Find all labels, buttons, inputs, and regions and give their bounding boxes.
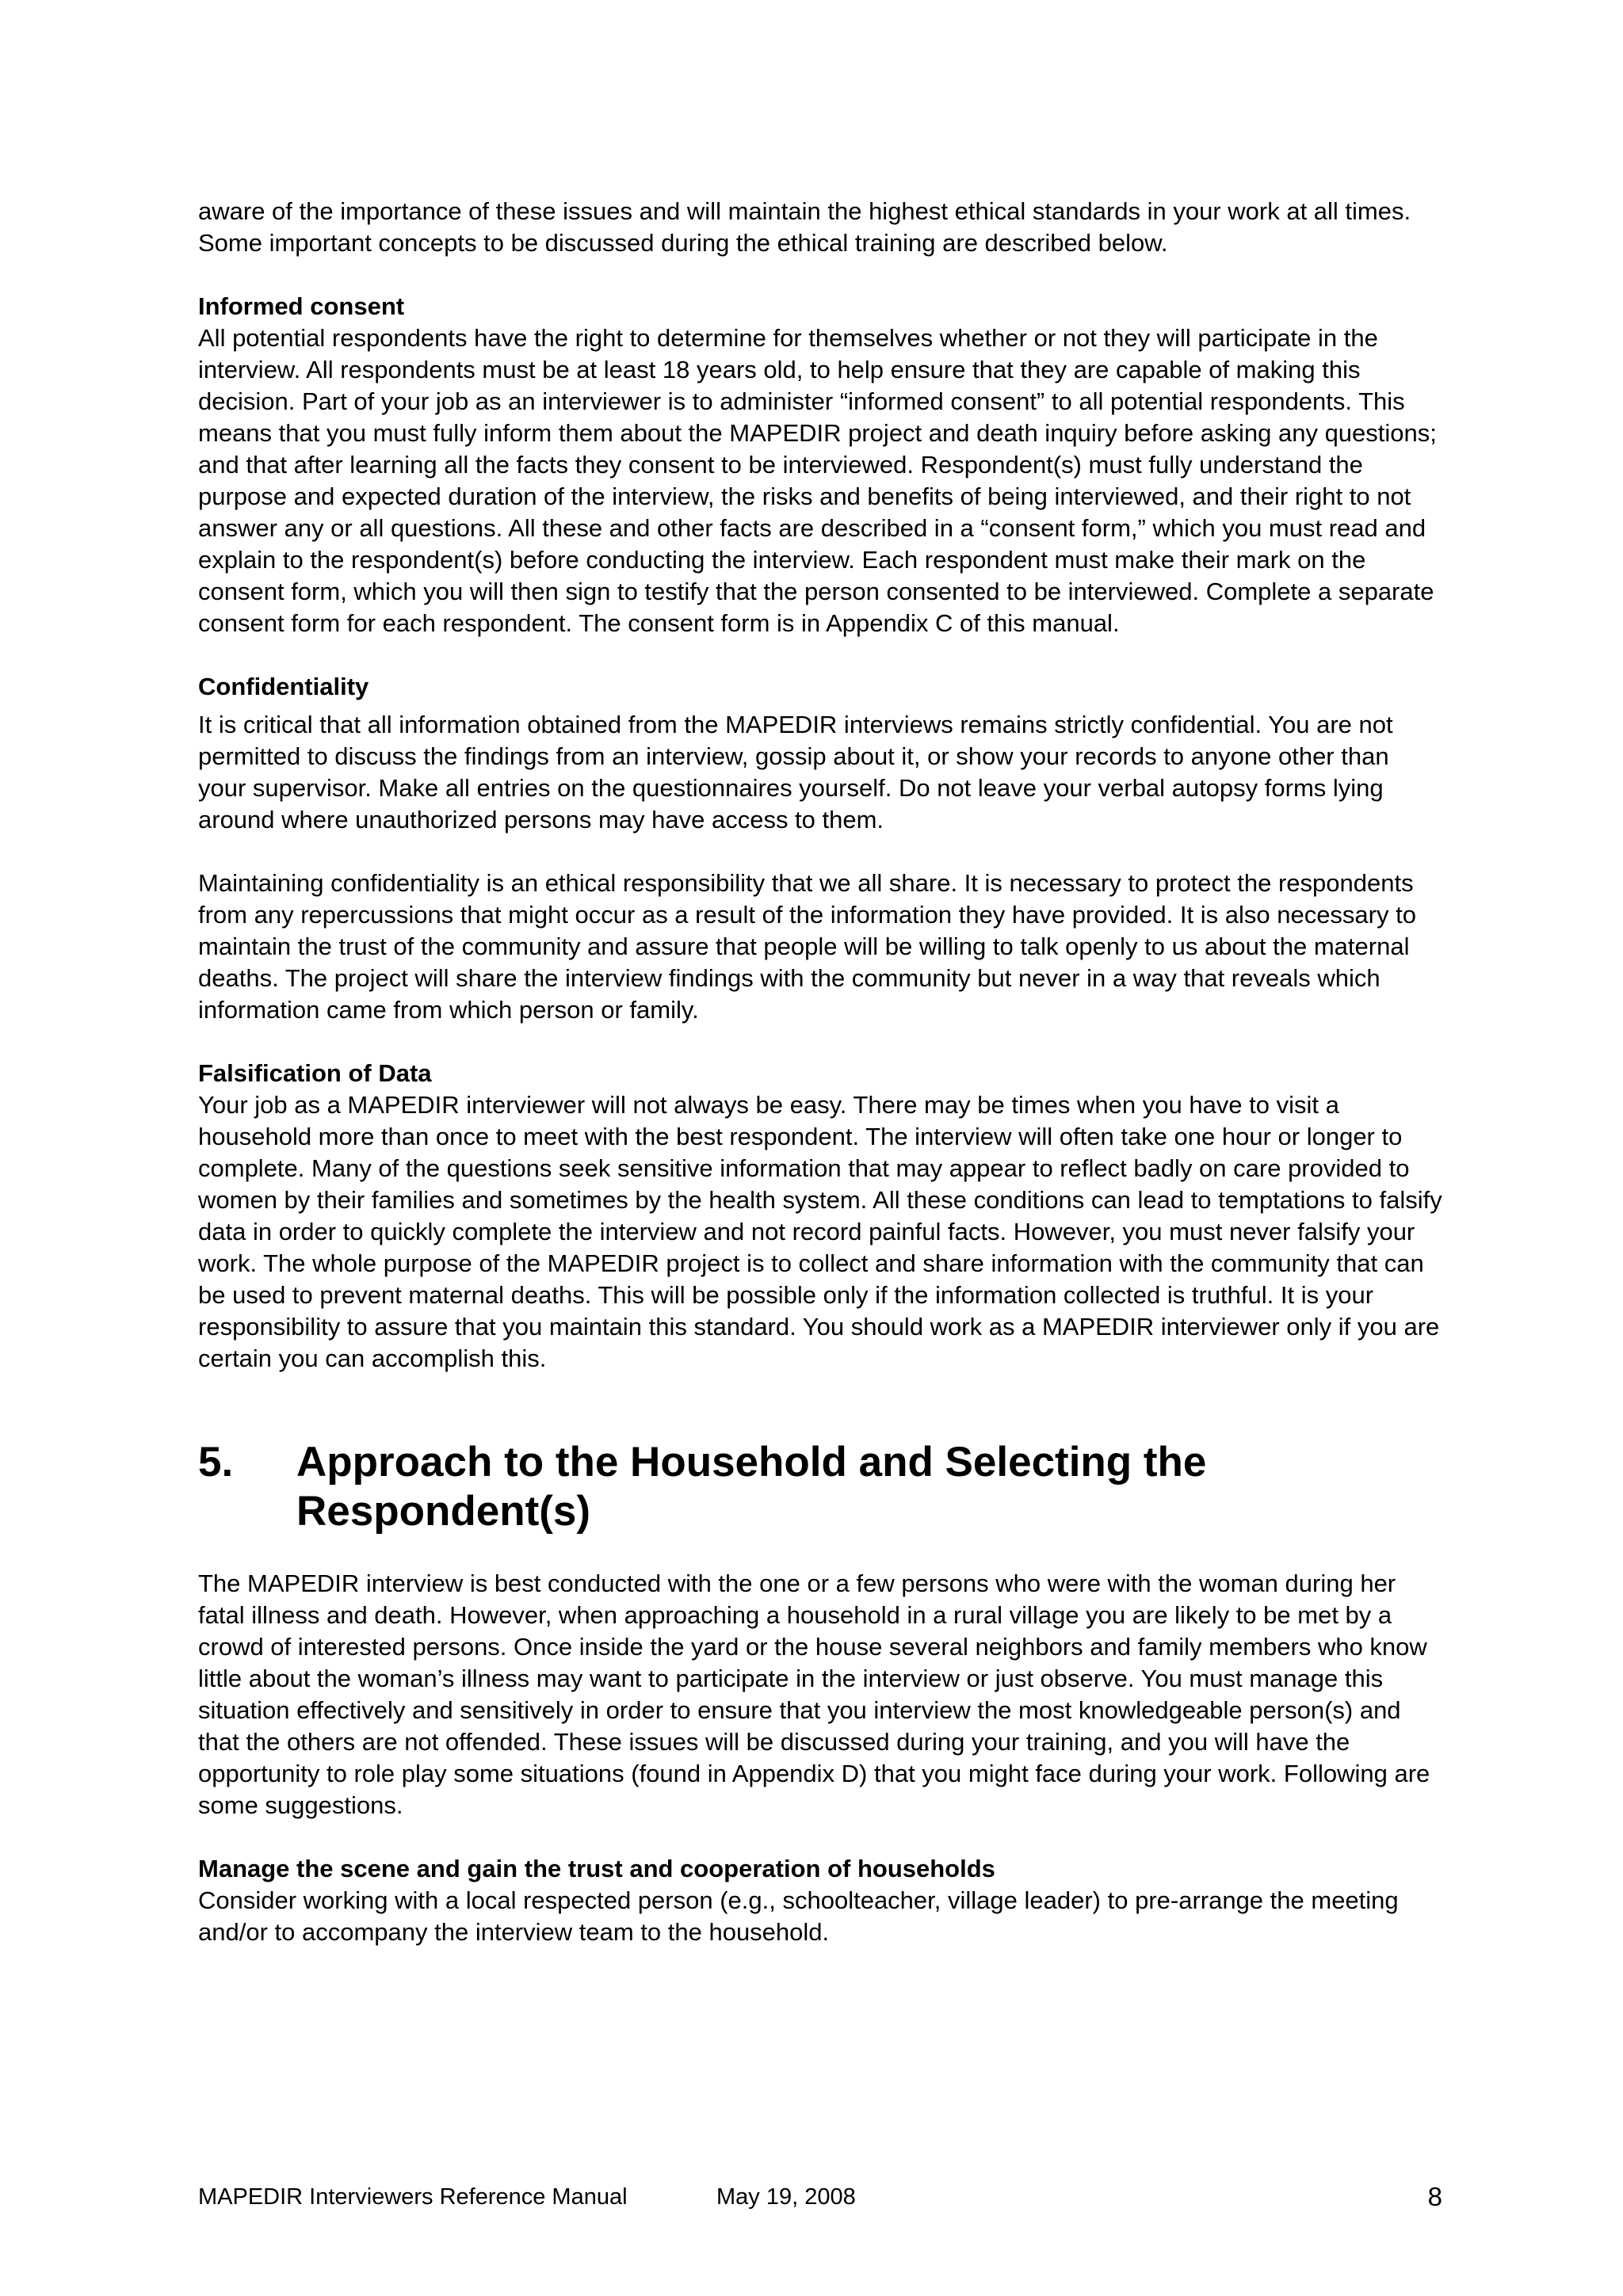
section-5-number: 5. bbox=[198, 1439, 234, 1486]
falsification-section bbox=[198, 1058, 1442, 1375]
intro-block bbox=[198, 196, 1442, 259]
manage-scene-heading: Manage the scene and gain the trust and cooperation of households bbox=[198, 1855, 995, 1882]
section-5-heading: Approach to the Household and Selecting the Respondent(s) bbox=[296, 1439, 1207, 1535]
footer-date: May 19, 2008 bbox=[716, 2184, 856, 2210]
informed-consent-section bbox=[198, 291, 1442, 639]
falsification-paragraph: Your job as a MAPEDIR interviewer will not always be easy. There may be times when you have to visit a household more than once to meet with the best respondent. The interview will often take one hour or longer to complete. Many of the questions seek sensitive information that may appear to reflect badly on care provided to women by their families and sometimes by the health system. All these conditions can lead to temptations to falsify data in order to quickly complete the interview and not record painful facts. However, you must never falsify your work. The whole purpose of the MAPEDIR project is to collect and share information with the community that can be used to prevent maternal deaths. This will be possible only if the information collected is truthful. It is your responsibility to assure that you maintain this standard. You should work as a MAPEDIR interviewer only if you are certain you can accomplish this. bbox=[198, 1091, 1442, 1372]
informed-consent-paragraph: All potential respondents have the right to determine for themselves whether or not they will participate in the interview. All respondents must be at least 18 years old, to help ensure that they are capable of making this decision. Part of your job as an interviewer is to administer “informed consent” to all potential respondents. This means that you must fully inform them about the MAPEDIR project and death inquiry before asking any questions; and that after learning all the facts they consent to be interviewed. Respondent(s) must fully understand the purpose and expected duration of the interview, the risks and benefits of being interviewed, and their right to not answer any or all questions. All these and other facts are described in a “consent form,” which you must read and explain to the respondent(s) before conducting the interview. Each respondent must make their mark on the consent form, which you will then sign to testify that the person consented to be interviewed. Complete a separate consent form for each respondent. The consent form is in Appendix C of this manual. bbox=[198, 324, 1437, 637]
section-5-intro-block bbox=[198, 1568, 1442, 1821]
informed-consent-heading: Informed consent bbox=[198, 292, 405, 320]
page-content bbox=[198, 196, 1442, 1948]
confidentiality-section bbox=[198, 671, 1442, 1026]
manage-scene-section bbox=[198, 1853, 1442, 1948]
section-5-paragraph: The MAPEDIR interview is best conducted with the one or a few persons who were with the woman during her fatal illness and death. However, when approaching a household in a rural village you are likely to be met by a crowd of interested persons. Once inside the yard or the house several neighbors and family members who know little about the woman’s illness may want to participate in the interview or just observe. You must manage this situation effectively and sensitively in order to ensure that you interview the most knowledgeable person(s) and that the others are not offended. These issues will be discussed during your training, and you will have the opportunity to role play some situations (found in Appendix D) that you might face during your work. Following are some suggestions. bbox=[198, 1569, 1430, 1819]
confidentiality-paragraph-2: Maintaining confidentiality is an ethical responsibility that we all share. It is necessary to protect the respondents from any repercussions that might occur as a result of the information they have provided. It is also necessary to maintain the trust of the community and assure that people will be willing to talk openly to us about the maternal deaths. The project will share the interview findings with the community but never in a way that reveals which information came from which person or family. bbox=[198, 869, 1416, 1024]
intro-paragraph: aware of the importance of these issues and will maintain the highest ethical standards in your work at all times. Some important concepts to be discussed during the ethical training are described below. bbox=[198, 197, 1411, 257]
falsification-heading: Falsification of Data bbox=[198, 1059, 432, 1087]
section-5-title bbox=[198, 1438, 1442, 1536]
footer-document-title: MAPEDIR Interviewers Reference Manual bbox=[198, 2184, 628, 2210]
manage-scene-paragraph: Consider working with a local respected person (e.g., schoolteacher, village leader) to pre-arrange the meeting and/or to accompany the interview team to the household. bbox=[198, 1886, 1399, 1946]
footer-page-number: 8 bbox=[1427, 2182, 1442, 2211]
confidentiality-heading: Confidentiality bbox=[198, 673, 369, 700]
confidentiality-paragraph-1: It is critical that all information obtained from the MAPEDIR interviews remains strictly confidential. You are not permitted to discuss the findings from an interview, gossip about it, or show your records to anyone other than your supervisor. Make all entries on the questionnaires yourself. Do not leave your verbal autopsy forms lying around where unauthorized persons may have access to them. bbox=[198, 711, 1393, 833]
